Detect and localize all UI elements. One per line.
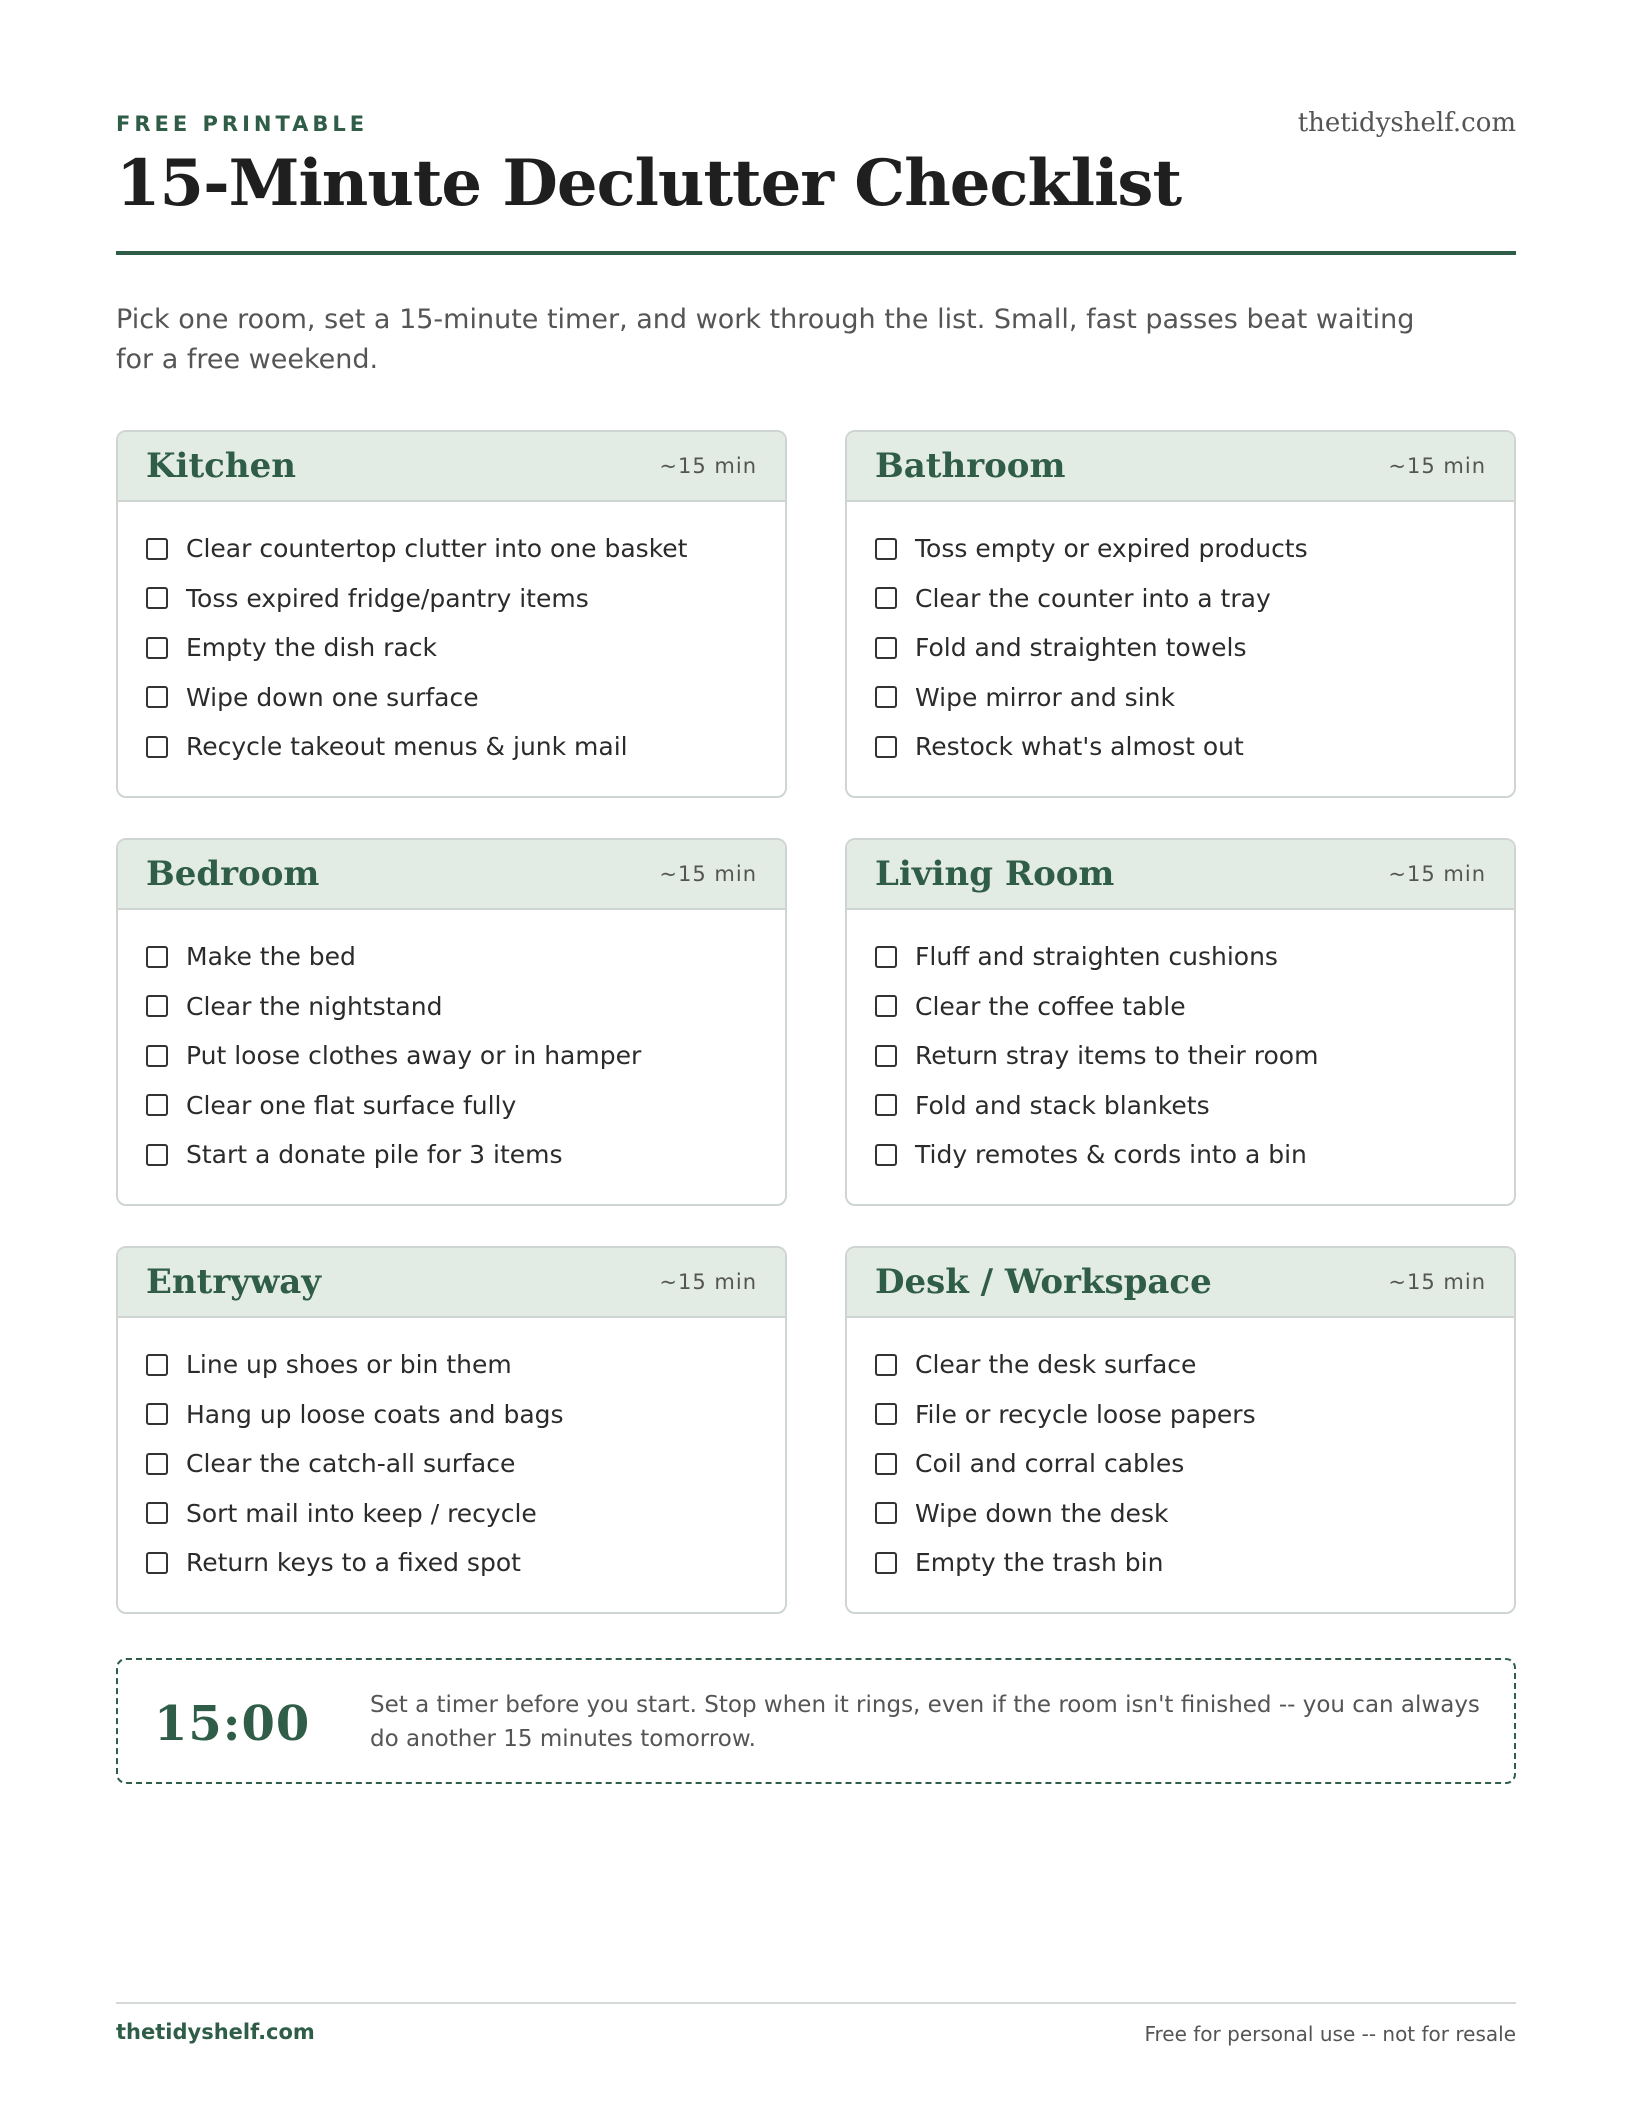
checklist-item-label: Clear the desk surface [915,1350,1197,1380]
checkbox[interactable] [146,1354,168,1376]
checkbox[interactable] [875,1144,897,1166]
room-card-header [118,432,785,502]
timer-value: 15:00 [154,1696,311,1752]
checklist-item [146,1130,757,1180]
room-title: Bedroom [146,854,320,894]
checkbox[interactable] [146,538,168,560]
checkbox[interactable] [875,1403,897,1425]
room-time-estimate: ~15 min [1388,1270,1486,1294]
room-grid [116,430,1516,1614]
checklist-item [875,1439,1486,1489]
checklist-item-label: Tidy remotes & cords into a bin [915,1140,1307,1170]
room-card [116,838,787,1206]
page-header [116,108,1516,258]
checklist-item [875,982,1486,1032]
checklist-item-label: Fluff and straighten cushions [915,942,1278,972]
checkbox[interactable] [875,1502,897,1524]
checklist-item [875,1340,1486,1390]
room-card [116,430,787,798]
checkbox[interactable] [146,946,168,968]
checklist-item-label: Toss empty or expired products [915,534,1308,564]
room-title: Kitchen [146,446,296,486]
checkbox[interactable] [875,1354,897,1376]
checklist-item-label: Line up shoes or bin them [186,1350,512,1380]
intro-text: Pick one room, set a 15-minute timer, and work through the list. Small, fast passes beat waiting for a free weekend. [116,304,1415,375]
checkbox[interactable] [875,1552,897,1574]
room-card-header [847,432,1514,502]
checklist [118,1318,785,1588]
room-card [116,1246,787,1614]
checklist-item [146,1489,757,1539]
checklist-item [146,1439,757,1489]
checklist-item [875,623,1486,673]
room-title: Entryway [146,1262,322,1302]
checkbox[interactable] [875,946,897,968]
footer-divider [116,2002,1516,2004]
checklist-item [875,574,1486,624]
checklist [847,1318,1514,1588]
checkbox[interactable] [146,686,168,708]
checklist-item-label: Wipe mirror and sink [915,682,1175,712]
checkbox[interactable] [146,587,168,609]
room-card-header [847,1248,1514,1318]
room-time-estimate: ~15 min [659,454,757,478]
checkbox[interactable] [875,1453,897,1475]
checklist-item [875,1130,1486,1180]
checklist-item [146,722,757,772]
checklist-item-label: Return keys to a fixed spot [186,1548,521,1578]
checkbox[interactable] [146,1403,168,1425]
checklist [847,502,1514,772]
room-card [845,838,1516,1206]
footer-note: Free for personal use -- not for resale [1144,2022,1516,2046]
checklist-item [146,982,757,1032]
checklist-item [146,524,757,574]
checklist-item [146,623,757,673]
room-title: Desk / Workspace [875,1262,1212,1302]
checklist-item [875,1538,1486,1588]
room-time-estimate: ~15 min [659,1270,757,1294]
room-card-header [118,1248,785,1318]
footer-site: thetidyshelf.com [116,2020,315,2044]
checkbox[interactable] [875,587,897,609]
room-time-estimate: ~15 min [659,862,757,886]
checklist-item-label: Sort mail into keep / recycle [186,1498,537,1528]
checklist-item [875,1031,1486,1081]
checklist-item [875,524,1486,574]
room-card-header [847,840,1514,910]
page-title: 15-Minute Declutter Checklist [116,146,1181,221]
checkbox[interactable] [875,637,897,659]
checklist-item [875,932,1486,982]
checklist-item [875,1081,1486,1131]
checklist-item [875,1489,1486,1539]
checkbox[interactable] [875,736,897,758]
room-card [845,1246,1516,1614]
checklist-item-label: Hang up loose coats and bags [186,1399,564,1429]
checklist-item [146,932,757,982]
checklist-item [875,722,1486,772]
checklist-item [146,574,757,624]
checklist [118,502,785,772]
checklist-item [146,1081,757,1131]
checkbox[interactable] [875,1094,897,1116]
checkbox[interactable] [146,1045,168,1067]
checklist-item-label: Fold and stack blankets [915,1090,1210,1120]
checklist-item-label: Toss expired fridge/pantry items [186,583,589,613]
checklist-item-label: Put loose clothes away or in hamper [186,1041,642,1071]
timer-callout [116,1658,1516,1784]
checklist [847,910,1514,1180]
checklist-item-label: Make the bed [186,942,356,972]
checklist-item-label: Empty the dish rack [186,633,437,663]
checklist-item-label: Wipe down the desk [915,1498,1169,1528]
checklist-item-label: Clear one flat surface fully [186,1090,517,1120]
checklist-item [146,673,757,723]
checklist-item [875,673,1486,723]
checkbox[interactable] [146,736,168,758]
checkbox[interactable] [146,1453,168,1475]
room-time-estimate: ~15 min [1388,454,1486,478]
checklist-item-label: Fold and straighten towels [915,633,1247,663]
checkbox[interactable] [875,686,897,708]
checklist-item-label: Clear the catch-all surface [186,1449,516,1479]
checkbox[interactable] [146,995,168,1017]
checkbox[interactable] [875,1045,897,1067]
checklist-item-label: Wipe down one surface [186,682,479,712]
room-title: Living Room [875,854,1115,894]
checkbox[interactable] [146,637,168,659]
checklist-page [116,0,1516,2112]
checklist-item [146,1031,757,1081]
checkbox[interactable] [146,1552,168,1574]
timer-note: Set a timer before you start. Stop when it rings, even if the room isn't finished -- you can always do another 15 minutes tomorrow. [370,1692,1480,1752]
checklist-item-label: Empty the trash bin [915,1548,1164,1578]
checklist [118,910,785,1180]
checkbox[interactable] [146,1144,168,1166]
room-card-header [118,840,785,910]
checklist-item-label: Recycle takeout menus & junk mail [186,732,628,762]
checklist-item [146,1340,757,1390]
checklist-item-label: Clear the counter into a tray [915,583,1271,613]
checkbox[interactable] [146,1094,168,1116]
checklist-item-label: Clear the nightstand [186,991,443,1021]
checkbox[interactable] [875,995,897,1017]
checklist-item-label: Return stray items to their room [915,1041,1319,1071]
checklist-item-label: Restock what's almost out [915,732,1244,762]
checklist-item-label: Start a donate pile for 3 items [186,1140,563,1170]
title-divider [116,251,1516,255]
checklist-item [146,1538,757,1588]
checklist-item-label: Coil and corral cables [915,1449,1185,1479]
checklist-item [875,1390,1486,1440]
site-name-header: thetidyshelf.com [1297,108,1516,138]
checklist-item-label: File or recycle loose papers [915,1399,1256,1429]
checklist-item-label: Clear the coffee table [915,991,1186,1021]
checklist-item-label: Clear countertop clutter into one basket [186,534,688,564]
checkbox[interactable] [875,538,897,560]
eyebrow-label: FREE PRINTABLE [116,112,369,136]
room-card [845,430,1516,798]
room-title: Bathroom [875,446,1066,486]
checklist-item [146,1390,757,1440]
checkbox[interactable] [146,1502,168,1524]
room-time-estimate: ~15 min [1388,862,1486,886]
